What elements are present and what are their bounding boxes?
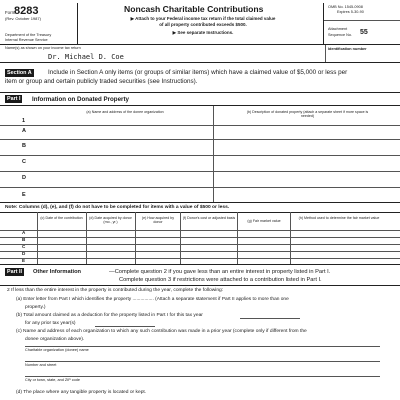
- sequence-label: Sequence No.: [328, 33, 353, 37]
- question-2: 2 If less than the entire interest in the property is contributed during the year, complete the following:: [7, 288, 224, 293]
- row-2-A: A: [22, 230, 26, 235]
- question-2c-continued: donee organization above).: [25, 337, 85, 342]
- line-1-number: 1: [22, 118, 26, 124]
- column-d-header: (d) Date acquired by donor (mo., yr.): [89, 216, 132, 225]
- row-2-E: E: [22, 258, 26, 263]
- see-instructions: ▶ See separate Instructions.: [172, 30, 234, 35]
- part2-title: Other Information: [33, 269, 82, 275]
- row-2-B: B: [22, 237, 26, 242]
- column-g-header: (g) Fair market value: [247, 219, 281, 223]
- row-1-A: A: [22, 128, 26, 134]
- names-label: Name(s) as shown on your income tax return: [5, 46, 81, 50]
- section-a-text-2: item or group and certain publicly traded securities (see Instructions).: [5, 78, 198, 85]
- charitable-org-name-label: Charitable organization (donee) name: [25, 348, 89, 352]
- form-title: Noncash Charitable Contributions: [124, 4, 264, 14]
- charitable-org-name-field[interactable]: [25, 346, 380, 347]
- column-f-header: (f) Donor's cost or adjusted basis: [182, 216, 236, 220]
- column-c-header: (c) Date of the contribution: [40, 216, 83, 220]
- sequence-number: 55: [360, 29, 368, 36]
- attach-line-2: of all property contributed exceeds $500.: [159, 22, 247, 27]
- taxpayer-name[interactable]: Dr. Michael D. Coe: [48, 53, 124, 61]
- section-a-label: Section A: [7, 70, 32, 76]
- number-street-field[interactable]: [25, 361, 380, 362]
- number-street-label: Number and street: [25, 363, 57, 367]
- omb-number: OMB No. 1545-0908: [328, 5, 363, 9]
- section-a-text-1: Include in Section A only items (or groups of similar items) which have a claimed value of $5,000 or less per: [48, 69, 348, 76]
- part2-label: Part II: [7, 269, 22, 275]
- question-2b: (b) Total amount claimed as a deduction for the property listed in Part I for this tax year: [16, 313, 203, 318]
- row-1-E: E: [22, 192, 26, 198]
- irs: Internal Revenue Service: [5, 38, 48, 42]
- expires: Expires 5-30-90: [337, 10, 364, 14]
- question-2c: (c) Name and address of each organization to which any such contribution was made in a prior year (complete only if different from the: [16, 329, 307, 334]
- row-1-B: B: [22, 143, 26, 149]
- attach-line-1: ▶ Attach to your Federal income tax return if the total claimed value: [130, 16, 276, 21]
- question-2b-field[interactable]: [240, 318, 300, 319]
- form-word: Form: [5, 10, 16, 15]
- city-state-zip-field[interactable]: [25, 376, 380, 377]
- column-b-header: (b) Description of donated property (attach a separate sheet if more space is needed): [246, 110, 369, 119]
- column-e-header: (e) How acquired by donor: [141, 216, 175, 225]
- part2-text-1: —Complete question 2 if you gave less than an entire interest in property listed in Part I.: [109, 269, 331, 275]
- row-2-C: C: [22, 244, 26, 249]
- row-1-D: D: [22, 175, 26, 181]
- question-2a-continued: property.): [25, 305, 46, 310]
- id-number-label: Identification number: [328, 47, 367, 51]
- row-2-D: D: [22, 251, 26, 256]
- question-2b-prior-field[interactable]: [95, 326, 155, 327]
- question-2d: (d) The place where any tangible property is located or kept.: [16, 390, 147, 395]
- form-number: 8283: [14, 5, 39, 17]
- part1-label: Part I: [7, 96, 21, 102]
- part2-text-2: Complete question 3 if restrictions were attached to a contribution listed in Part I.: [119, 277, 322, 283]
- city-state-zip-label: City or town, state, and ZIP code: [25, 378, 81, 382]
- part1-note: Note: Columns (d), (e), and (f) do not have to be completed for items with a value of $500 or less.: [5, 205, 230, 210]
- attachment-label: Attachment: [328, 27, 348, 31]
- column-a-header: (a) Name and address of the donee organization: [86, 110, 164, 114]
- rev-date: (Rev. October 1987): [5, 16, 41, 21]
- part1-title: Information on Donated Property: [32, 96, 129, 103]
- question-2b-continued: for any prior tax year(s): [25, 321, 76, 326]
- column-h-header: (h) Method used to determine the fair market value: [298, 216, 380, 220]
- question-2a: (a) Enter letter from Part I which identifies the property ................ (Attach a separate statement if Part II applies to more than one: [16, 297, 289, 302]
- dept-treasury: Department of the Treasury: [5, 33, 52, 37]
- row-1-C: C: [22, 159, 26, 165]
